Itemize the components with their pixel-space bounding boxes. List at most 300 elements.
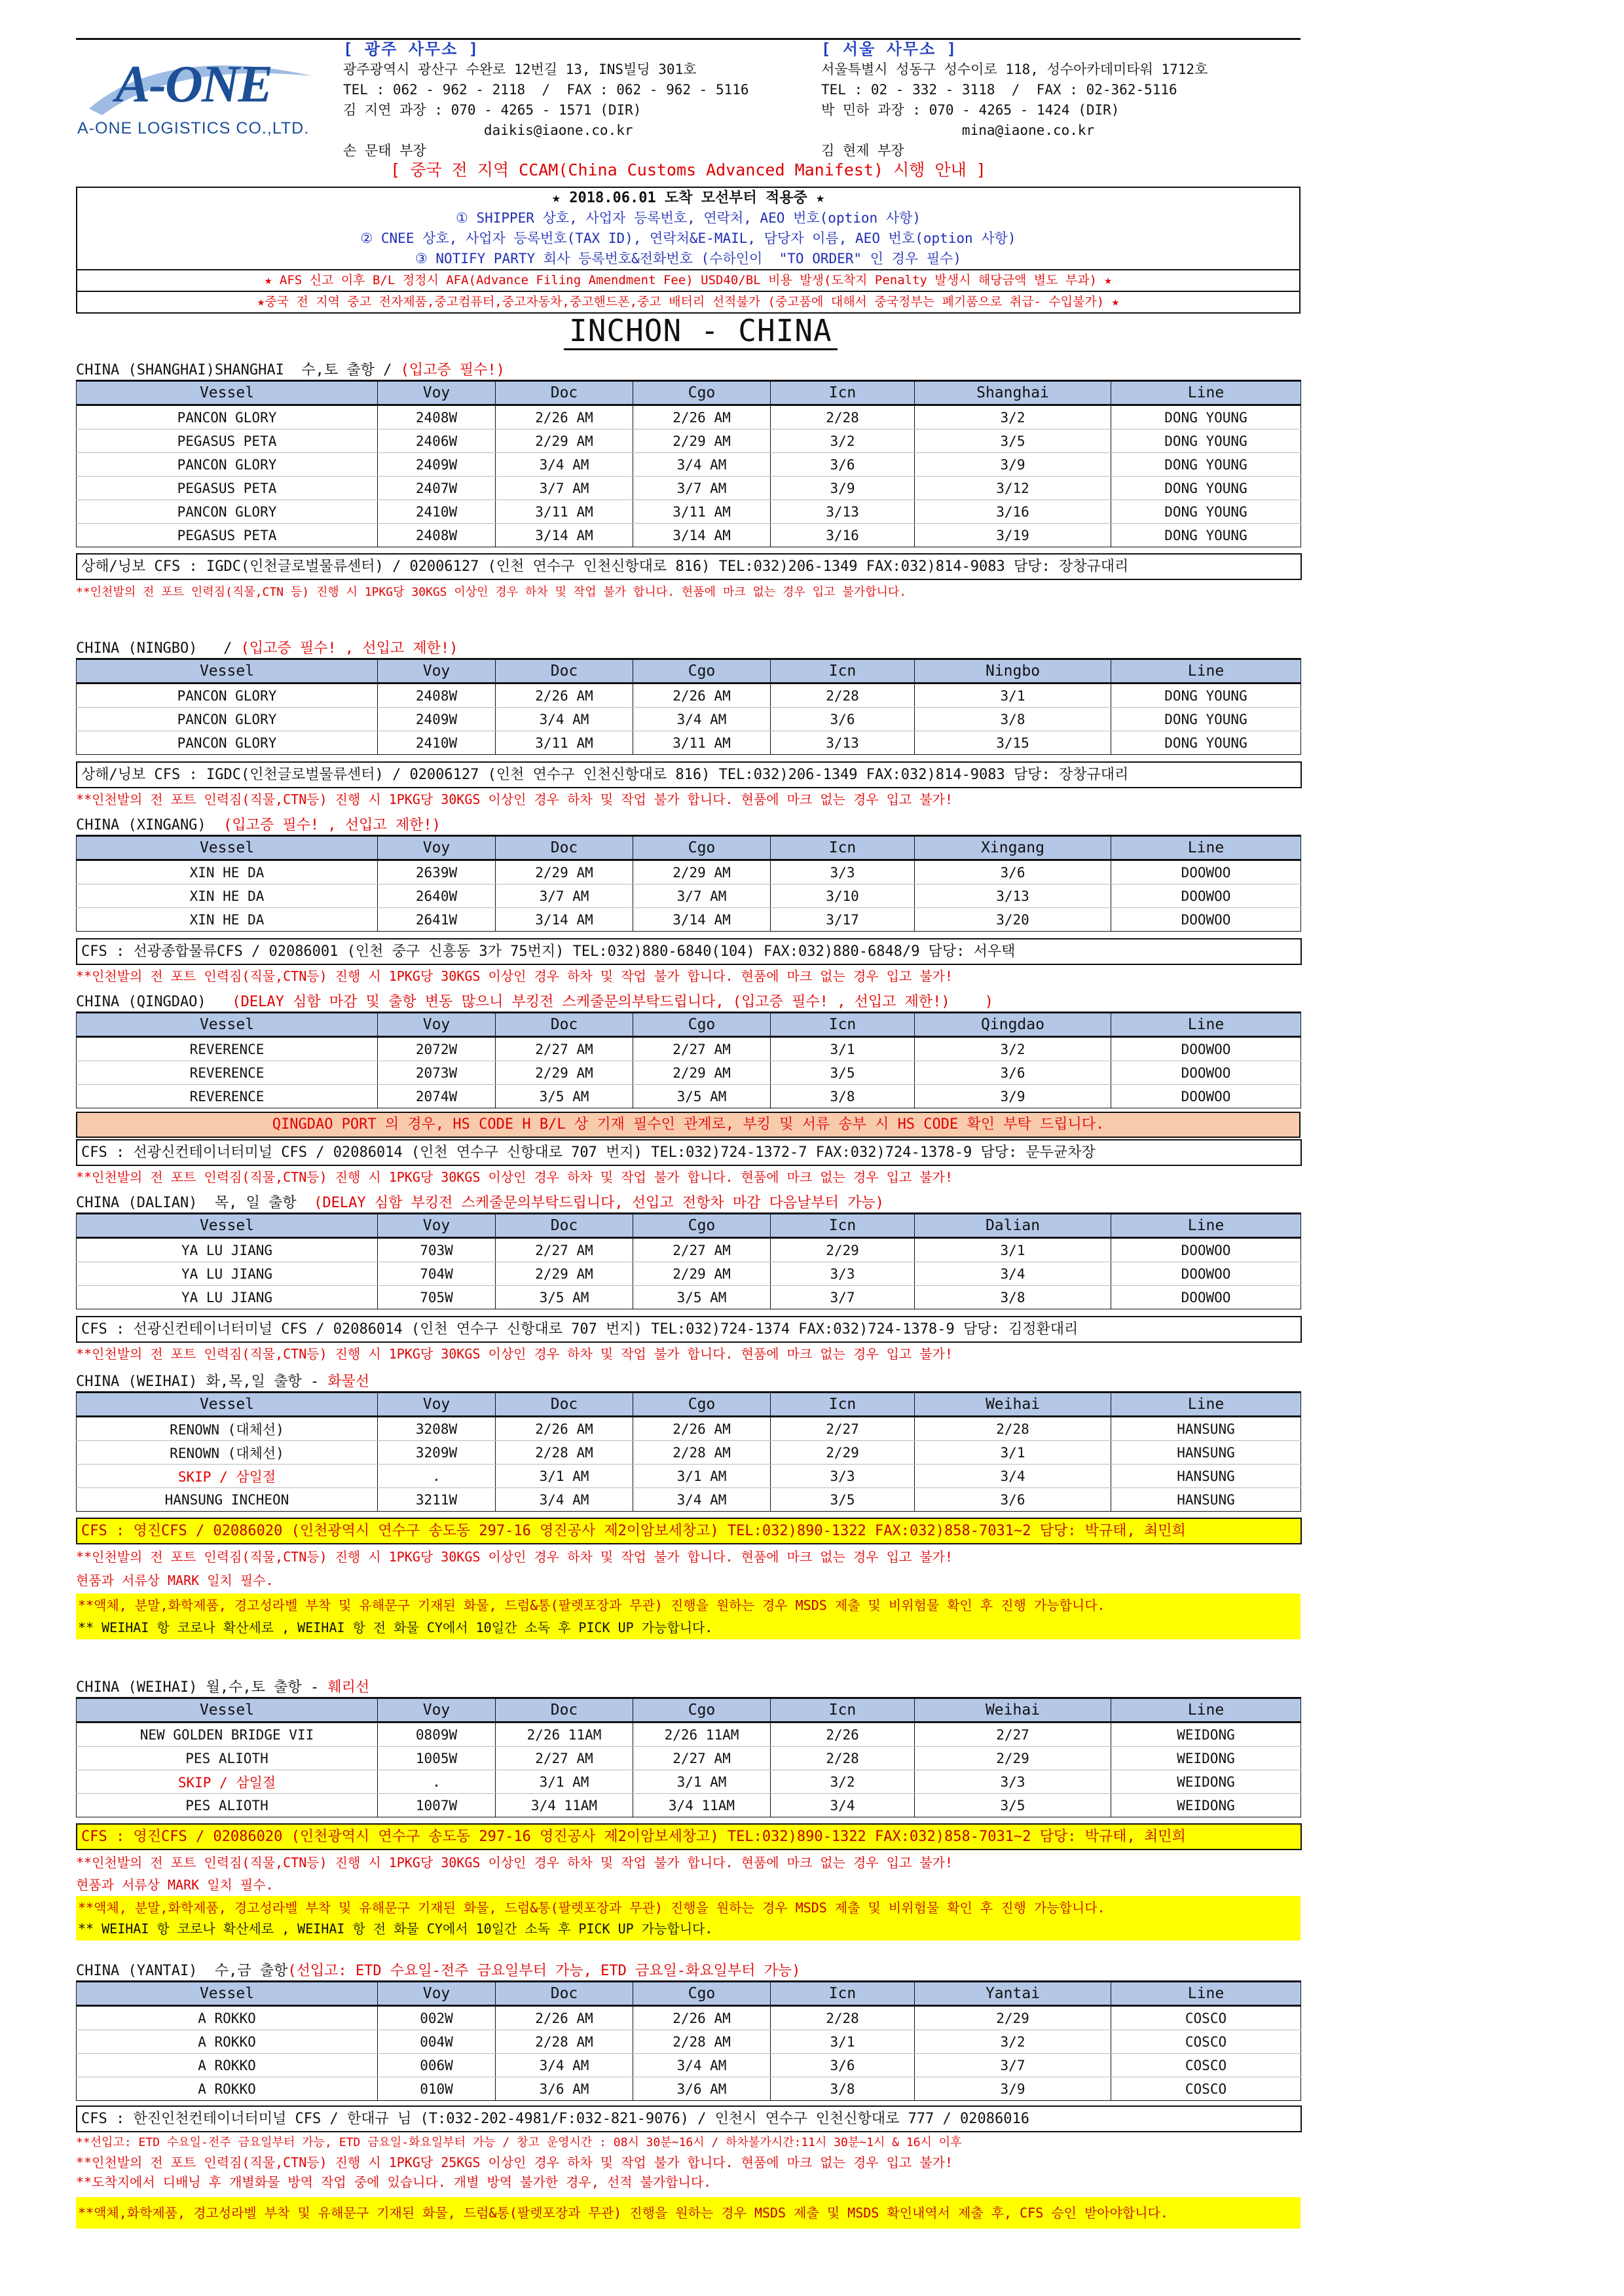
table-cell: 2/27 AM xyxy=(633,1037,771,1061)
cfs-info-yantai: CFS : 한진인천컨테이너터미널 CFS / 한대규 님 (T:032-202-4981/F:032-821-9076) / 인천시 연수구 인천신항대로 777 / 02086016 xyxy=(76,2105,1302,2132)
table-cell: 2/29 AM xyxy=(633,1262,771,1286)
column-header: Voy xyxy=(378,381,496,405)
cfs-info-weihai-ferry: CFS : 영진CFS / 02086020 (인천광역시 연수구 송도동 297-16 영진공사 제2이암보세창고) TEL:032)890-1322 FAX:032)858-7031~2 담당: 박규태, 최민희 xyxy=(76,1823,1302,1850)
table-cell: 3/1 xyxy=(915,683,1111,708)
column-header: Cgo xyxy=(633,381,771,405)
table-cell: 2/28 xyxy=(771,405,915,429)
section-title-weihai-ferry xyxy=(76,1676,369,1696)
cfs-info-qingdao: CFS : 선광신컨테이너터미널 CFS / 02086014 (인천 연수구 신항대로 707 번지) TEL:032)724-1372-7 FAX:032)724-1378-9 담당: 문두균차장 xyxy=(76,1139,1302,1166)
table-cell: SKIP / 삼일절 xyxy=(77,1465,378,1488)
table-cell: 3/5 AM xyxy=(496,1286,633,1309)
cfs-info-ningbo: 상해/닝보 CFS : IGDC(인천글로벌물류센터) / 02006127 (인천 연수구 인천신항대로 816) TEL:032)206-1349 FAX:032)814-9083 담당: 장창규대리 xyxy=(76,761,1302,788)
table-cell: 3211W xyxy=(378,1488,496,1512)
table-cell: 3/2 xyxy=(771,1770,915,1794)
column-header: Doc xyxy=(496,1393,633,1417)
table-cell: 3/4 AM xyxy=(496,1488,633,1512)
schedule-table-yantai xyxy=(76,1980,1301,2101)
table-cell: SKIP / 삼일절 xyxy=(77,1770,378,1794)
table-row xyxy=(77,2030,1301,2054)
section-title-text: CHINA (YANTAI) 수,금 출항 xyxy=(76,1963,288,1979)
column-header: Icn xyxy=(771,836,915,860)
table-row xyxy=(77,1794,1301,1817)
column-header: Ningbo xyxy=(915,659,1111,683)
column-header: Vessel xyxy=(77,836,378,860)
table-cell: DONG YOUNG xyxy=(1111,731,1301,755)
table-cell: 3/5 xyxy=(915,1794,1111,1817)
route-title: INCHON - CHINA xyxy=(564,313,838,350)
table-cell: DONG YOUNG xyxy=(1111,708,1301,731)
table-cell: 3/6 xyxy=(771,708,915,731)
table-cell: HANSUNG xyxy=(1111,1488,1301,1512)
column-header: Cgo xyxy=(633,1214,771,1238)
section-title-note: 훼리선 xyxy=(327,1679,370,1696)
column-header: Doc xyxy=(496,659,633,683)
table-cell: 3/11 AM xyxy=(633,731,771,755)
table-row xyxy=(77,1037,1301,1061)
table-cell: DOOWOO xyxy=(1111,1061,1301,1085)
table-cell: DOOWOO xyxy=(1111,1286,1301,1309)
note-shanghai: **인천발의 전 포트 인력짐(직물,CTN 등) 진행 시 1PKG당 30KGS 이상인 경우 하차 및 작업 불가 합니다. 현품에 마크 없는 경우 입고 불가합니다. xyxy=(76,585,907,599)
table-cell: 2/28 xyxy=(771,683,915,708)
table-cell: 3/17 xyxy=(771,908,915,932)
table-cell: PANCON GLORY xyxy=(77,453,378,477)
section-title-text: CHINA (QINGDAO) xyxy=(76,994,232,1010)
table-cell: 3/8 xyxy=(771,1085,915,1108)
section-title-yantai xyxy=(76,1959,800,1980)
table-cell: 3/14 AM xyxy=(633,908,771,932)
table-cell: 3/9 xyxy=(915,2077,1111,2101)
column-header: Xingang xyxy=(915,836,1111,860)
table-cell: RENOWN (대체선) xyxy=(77,1441,378,1465)
table-cell: 2/29 xyxy=(915,2006,1111,2030)
table-cell: 2/28 AM xyxy=(633,2030,771,2054)
table-cell: 2/26 AM xyxy=(633,683,771,708)
column-header: Icn xyxy=(771,1013,915,1037)
column-header: Voy xyxy=(378,1013,496,1037)
table-cell: 2409W xyxy=(378,708,496,731)
table-cell: COSCO xyxy=(1111,2077,1301,2101)
table-cell: 1005W xyxy=(378,1747,496,1770)
note-weihai-cargo-2: 현품과 서류상 MARK 일치 필수. xyxy=(76,1573,274,1588)
note-yantai-3: **도착지에서 디배닝 후 개별화물 방역 작업 중에 있습니다. 개별 방역 불가한 경우, 선적 불가합니다. xyxy=(76,2174,712,2190)
table-cell: DONG YOUNG xyxy=(1111,477,1301,500)
table-cell: XIN HE DA xyxy=(77,884,378,908)
table-cell: 3/6 xyxy=(771,453,915,477)
note-yantai-2: **인천발의 전 포트 인력짐(직물,CTN등) 진행 시 1PKG당 25KGS 이상인 경우 하차 및 작업 불가 합니다. 현품에 마크 없는 경우 입고 불가! xyxy=(76,2155,953,2170)
column-header: Shanghai xyxy=(915,381,1111,405)
table-cell: 3/11 AM xyxy=(496,731,633,755)
column-header: Voy xyxy=(378,659,496,683)
table-row xyxy=(77,405,1301,429)
table-cell: PEGASUS PETA xyxy=(77,477,378,500)
table-cell: 2408W xyxy=(378,524,496,547)
table-cell: YA LU JIANG xyxy=(77,1238,378,1262)
column-header: Voy xyxy=(378,1698,496,1722)
column-header: Line xyxy=(1111,1214,1301,1238)
gwangju-office xyxy=(343,39,749,161)
seoul-contact: 박 민하 과장 : 070 - 4265 - 1424 (DIR) xyxy=(821,102,1120,118)
note-qingdao: **인천발의 전 포트 인력짐(직물,CTN등) 진행 시 1PKG당 30KGS 이상인 경우 하차 및 작업 불가 합니다. 현품에 마크 없는 경우 입고 불가! xyxy=(76,1169,953,1185)
table-cell: 010W xyxy=(378,2077,496,2101)
table-cell: 2/27 AM xyxy=(496,1238,633,1262)
table-row xyxy=(77,1488,1301,1512)
table-cell: 3/11 AM xyxy=(496,500,633,524)
table-cell: 2/28 AM xyxy=(496,1441,633,1465)
table-cell: 3/1 xyxy=(771,2030,915,2054)
section-title-note: (입고증 필수! , 선입고 제한!) xyxy=(223,817,441,833)
column-header: Icn xyxy=(771,1393,915,1417)
table-row xyxy=(77,2077,1301,2101)
column-header: Doc xyxy=(496,381,633,405)
hazmat-text: **액체, 분말,화학제품, 경고성라벨 부착 및 유해문구 기재된 화물, 드럼&통(팔렛포장과 무관) 진행을 원하는 경우 MSDS 제출 및 비위험물 확인 후 진행 가능합니다. xyxy=(78,1597,1105,1613)
table-cell: 3/5 AM xyxy=(633,1085,771,1108)
table-cell: 3/4 AM xyxy=(633,2054,771,2077)
table-cell: DONG YOUNG xyxy=(1111,405,1301,429)
seoul-email[interactable]: mina@iaone.co.kr xyxy=(821,122,1095,138)
table-cell: 2074W xyxy=(378,1085,496,1108)
covid-notice: ** WEIHAI 항 코로나 확산세로 , WEIHAI 항 전 화물 CY에서 10일간 소독 후 PICK UP 가능합니다. xyxy=(78,1921,713,1937)
table-cell: DOOWOO xyxy=(1111,1037,1301,1061)
table-cell: 2/26 11AM xyxy=(633,1722,771,1747)
logo-text: A-ONE xyxy=(115,56,272,113)
table-cell: 3/10 xyxy=(771,884,915,908)
table-cell: HANSUNG xyxy=(1111,1465,1301,1488)
table-cell: 3/9 xyxy=(771,477,915,500)
seoul-manager: 김 현제 부장 xyxy=(821,143,904,158)
table-cell: WEIDONG xyxy=(1111,1747,1301,1770)
table-cell: 3/8 xyxy=(915,708,1111,731)
table-cell: DOOWOO xyxy=(1111,884,1301,908)
column-header: Voy xyxy=(378,1214,496,1238)
table-cell: 2/29 AM xyxy=(496,1262,633,1286)
table-row xyxy=(77,884,1301,908)
column-header: Line xyxy=(1111,381,1301,405)
table-cell: 3/1 xyxy=(915,1238,1111,1262)
hs-code-notice-qingdao: QINGDAO PORT 의 경우, HS CODE H B/L 상 기재 필수인 관계로, 부킹 및 서류 송부 시 HS CODE 확인 부탁 드립니다. xyxy=(76,1112,1301,1138)
table-cell: 2/29 AM xyxy=(496,429,633,453)
column-header: Vessel xyxy=(77,1214,378,1238)
table-cell: 2/27 xyxy=(915,1722,1111,1747)
table-cell: 3/11 AM xyxy=(633,500,771,524)
table-cell: 2/26 AM xyxy=(633,2006,771,2030)
table-cell: 2/28 xyxy=(771,1747,915,1770)
column-header: Weihai xyxy=(915,1698,1111,1722)
notice-line-3: ② CNEE 상호, 사업자 등록번호(TAX ID), 연락처&E-MAIL, 담당자 이름, AEO 번호(option 사항) xyxy=(360,230,1016,246)
table-cell: HANSUNG xyxy=(1111,1441,1301,1465)
table-cell: DONG YOUNG xyxy=(1111,683,1301,708)
table-cell: 2/26 AM xyxy=(633,405,771,429)
table-cell: WEIDONG xyxy=(1111,1722,1301,1747)
table-cell: 2/28 xyxy=(915,1417,1111,1441)
hazmat-notice-weihai-cargo xyxy=(76,1594,1301,1639)
table-cell: 3/9 xyxy=(915,453,1111,477)
table-cell: NEW GOLDEN BRIDGE VII xyxy=(77,1722,378,1747)
table-cell: 3/1 AM xyxy=(496,1465,633,1488)
table-cell: 3/6 xyxy=(771,2054,915,2077)
table-cell: 2/29 AM xyxy=(496,860,633,884)
table-cell: 2072W xyxy=(378,1037,496,1061)
hazmat-text: **액체, 분말,화학제품, 경고성라벨 부착 및 유해문구 기재된 화물, 드럼&통(팔렛포장과 무관) 진행을 원하는 경우 MSDS 제출 및 비위험물 확인 후 진행 가능합니다. xyxy=(78,1900,1105,1916)
table-cell: 3/7 AM xyxy=(633,477,771,500)
table-cell: XIN HE DA xyxy=(77,860,378,884)
table-cell: 3/7 xyxy=(771,1286,915,1309)
schedule-table-qingdao xyxy=(76,1011,1301,1108)
gwangju-email[interactable]: daikis@iaone.co.kr xyxy=(343,122,633,138)
table-cell: PANCON GLORY xyxy=(77,500,378,524)
table-cell: 3/14 AM xyxy=(496,524,633,547)
table-cell: 2/28 AM xyxy=(496,2030,633,2054)
section-title-shanghai xyxy=(76,359,505,379)
table-row xyxy=(77,1061,1301,1085)
section-title-note: (선입고: ETD 수요일-전주 금요일부터 가능, ETD 금요일-화요일부터 가능) xyxy=(287,1963,801,1979)
notice-box xyxy=(76,187,1301,314)
column-header: Icn xyxy=(771,1214,915,1238)
table-cell: DOOWOO xyxy=(1111,908,1301,932)
section-title-note: (입고증 필수! , 선입고 제한!) xyxy=(240,640,458,657)
table-header-row xyxy=(77,1214,1301,1238)
table-cell: YA LU JIANG xyxy=(77,1262,378,1286)
column-header: Vessel xyxy=(77,1013,378,1037)
table-cell: 3/1 xyxy=(771,1037,915,1061)
table-cell: 3/4 xyxy=(771,1794,915,1817)
table-cell: 3/4 AM xyxy=(633,708,771,731)
section-title-text: CHINA (WEIHAI) 월,수,토 출항 - xyxy=(76,1679,328,1696)
table-cell: 3/6 AM xyxy=(496,2077,633,2101)
column-header: Voy xyxy=(378,1393,496,1417)
table-cell: DONG YOUNG xyxy=(1111,500,1301,524)
table-cell: WEIDONG xyxy=(1111,1770,1301,1794)
table-cell: . xyxy=(378,1465,496,1488)
column-header: Cgo xyxy=(633,659,771,683)
table-cell: 2/29 AM xyxy=(633,429,771,453)
table-cell: 3/8 xyxy=(915,1286,1111,1309)
notice-line-6: ★중국 전 지역 중고 전자제품,중고컴퓨터,중고자동차,중고핸드폰,중고 배터리 선적불가 (중고품에 대해서 중국정부는 폐기품으로 취급- 수입불가) ★ xyxy=(77,291,1299,312)
table-cell: 3/2 xyxy=(915,1037,1111,1061)
table-cell: 2/26 xyxy=(771,1722,915,1747)
column-header: Icn xyxy=(771,1698,915,1722)
table-cell: 3/5 xyxy=(771,1061,915,1085)
table-cell: 3/16 xyxy=(771,524,915,547)
table-cell: 3208W xyxy=(378,1417,496,1441)
table-cell: REVERENCE xyxy=(77,1085,378,1108)
table-cell: 3209W xyxy=(378,1441,496,1465)
table-cell: 2/27 AM xyxy=(496,1747,633,1770)
table-cell: 3/1 xyxy=(915,1441,1111,1465)
column-header: Vessel xyxy=(77,1982,378,2006)
schedule-table-shanghai xyxy=(76,380,1301,547)
cfs-info-weihai-cargo: CFS : 영진CFS / 02086020 (인천광역시 연수구 송도동 297-16 영진공사 제2이암보세창고) TEL:032)890-1322 FAX:032)858-7031~2 담당: 박규태, 최민희 xyxy=(76,1518,1302,1544)
notice-line-1: ★ 2018.06.01 도착 모선부터 적용중 ★ xyxy=(551,190,825,206)
gwangju-tel-fax: TEL : 062 - 962 - 2118 / FAX : 062 - 962 - 5116 xyxy=(343,82,749,98)
table-row xyxy=(77,2054,1301,2077)
table-cell: 3/7 AM xyxy=(496,477,633,500)
schedule-table-xingang xyxy=(76,835,1301,932)
cfs-info-dalian: CFS : 선광신컨테이너터미널 CFS / 02086014 (인천 연수구 신항대로 707 번지) TEL:032)724-1374 FAX:032)724-1378-9 담당: 김정환대리 xyxy=(76,1316,1302,1343)
table-cell: 3/6 xyxy=(915,1488,1111,1512)
table-row xyxy=(77,2006,1301,2030)
table-cell: 3/6 xyxy=(915,860,1111,884)
section-title-text: CHINA (SHANGHAI)SHANGHAI 수,토 출항 / xyxy=(76,362,401,378)
table-cell: 703W xyxy=(378,1238,496,1262)
column-header: Cgo xyxy=(633,1013,771,1037)
table-cell: 3/13 xyxy=(771,500,915,524)
table-row xyxy=(77,1417,1301,1441)
table-cell: 3/3 xyxy=(915,1770,1111,1794)
table-cell: 3/1 AM xyxy=(633,1770,771,1794)
table-cell: 3/20 xyxy=(915,908,1111,932)
column-header: Line xyxy=(1111,1013,1301,1037)
table-row xyxy=(77,731,1301,755)
table-row xyxy=(77,708,1301,731)
table-cell: 3/7 AM xyxy=(496,884,633,908)
table-cell: 2/27 xyxy=(771,1417,915,1441)
table-cell: 3/14 AM xyxy=(633,524,771,547)
table-row xyxy=(77,1722,1301,1747)
seoul-office xyxy=(821,39,1208,161)
notice-line-4: ③ NOTIFY PARTY 회사 등록번호&전화번호 (수하인이 "TO ORDER" 인 경우 필수) xyxy=(415,251,962,266)
table-cell: WEIDONG xyxy=(1111,1794,1301,1817)
table-cell: 3/4 AM xyxy=(633,453,771,477)
column-header: Line xyxy=(1111,1393,1301,1417)
column-header: Icn xyxy=(771,381,915,405)
notice-line-5: ★ AFS 신고 이후 B/L 정정시 AFA(Advance Filing Amendment Fee) USD40/BL 비용 발생(도착지 Penalty 발생시 해당금액 별도 부과) ★ xyxy=(77,269,1299,291)
table-cell: 2/29 xyxy=(915,1747,1111,1770)
table-cell: 3/4 xyxy=(915,1262,1111,1286)
table-cell: 2/26 AM xyxy=(496,405,633,429)
section-title-note: (DELAY 심함 마감 및 출항 변동 많으니 부킹전 스케줄문의부탁드립니다, (입고증 필수! , 선입고 제한!) ) xyxy=(232,994,993,1010)
column-header: Cgo xyxy=(633,1393,771,1417)
table-cell: 3/4 xyxy=(915,1465,1111,1488)
table-cell: 3/6 xyxy=(915,1061,1111,1085)
column-header: Vessel xyxy=(77,1698,378,1722)
column-header: Qingdao xyxy=(915,1013,1111,1037)
table-row xyxy=(77,908,1301,932)
table-row xyxy=(77,1747,1301,1770)
section-title-weihai-cargo xyxy=(76,1370,369,1391)
column-header: Doc xyxy=(496,1982,633,2006)
column-header: Vessel xyxy=(77,1393,378,1417)
table-header-row xyxy=(77,1698,1301,1722)
table-cell: 2/29 AM xyxy=(633,860,771,884)
section-title-note: (DELAY 심함 부킹전 스케줄문의부탁드립니다, 선입고 전항차 마감 다음날부터 가능) xyxy=(314,1195,884,1211)
table-header-row xyxy=(77,1982,1301,2006)
table-cell: 3/13 xyxy=(771,731,915,755)
table-cell: DOOWOO xyxy=(1111,1085,1301,1108)
table-cell: HANSUNG INCHEON xyxy=(77,1488,378,1512)
table-row xyxy=(77,1262,1301,1286)
column-header: Cgo xyxy=(633,836,771,860)
table-cell: 2/26 AM xyxy=(633,1417,771,1441)
table-header-row xyxy=(77,659,1301,683)
schedule-table-weihai-ferry xyxy=(76,1697,1301,1817)
table-header-row xyxy=(77,836,1301,860)
table-cell: 2/28 xyxy=(771,2006,915,2030)
section-title-qingdao xyxy=(76,991,993,1011)
table-header-row xyxy=(77,1013,1301,1037)
table-cell: 3/5 xyxy=(771,1488,915,1512)
column-header: Cgo xyxy=(633,1698,771,1722)
table-cell: 3/2 xyxy=(915,405,1111,429)
table-cell: PANCON GLORY xyxy=(77,683,378,708)
table-cell: COSCO xyxy=(1111,2030,1301,2054)
table-cell: 3/5 AM xyxy=(496,1085,633,1108)
table-row xyxy=(77,1286,1301,1309)
table-row xyxy=(77,429,1301,453)
table-header-row xyxy=(77,1393,1301,1417)
column-header: Line xyxy=(1111,1698,1301,1722)
table-cell: A ROKKO xyxy=(77,2006,378,2030)
table-cell: 3/4 AM xyxy=(496,453,633,477)
column-header: Doc xyxy=(496,1698,633,1722)
table-row xyxy=(77,1770,1301,1794)
covid-notice: ** WEIHAI 항 코로나 확산세로 , WEIHAI 항 전 화물 CY에서 10일간 소독 후 PICK UP 가능합니다. xyxy=(78,1620,713,1635)
table-cell: 2073W xyxy=(378,1061,496,1085)
table-cell: 3/4 AM xyxy=(496,708,633,731)
table-cell: 3/3 xyxy=(771,1262,915,1286)
table-cell: 3/6 AM xyxy=(633,2077,771,2101)
table-cell: 3/4 AM xyxy=(633,1488,771,1512)
column-header: Vessel xyxy=(77,659,378,683)
gwangju-contact: 김 지연 과장 : 070 - 4265 - 1571 (DIR) xyxy=(343,102,642,118)
table-cell: 2407W xyxy=(378,477,496,500)
table-cell: 2/27 AM xyxy=(496,1037,633,1061)
table-cell: 1007W xyxy=(378,1794,496,1817)
table-cell: COSCO xyxy=(1111,2006,1301,2030)
table-cell: A ROKKO xyxy=(77,2077,378,2101)
table-row xyxy=(77,1441,1301,1465)
section-title-text: CHINA (WEIHAI) 화,목,일 출항 - xyxy=(76,1374,328,1390)
column-header: Yantai xyxy=(915,1982,1111,2006)
table-row xyxy=(77,1238,1301,1262)
table-cell: DONG YOUNG xyxy=(1111,453,1301,477)
table-cell: 2406W xyxy=(378,429,496,453)
table-cell: PEGASUS PETA xyxy=(77,429,378,453)
company-logo xyxy=(76,52,325,151)
table-cell: 704W xyxy=(378,1262,496,1286)
table-cell: DOOWOO xyxy=(1111,1238,1301,1262)
table-cell: 3/1 AM xyxy=(633,1465,771,1488)
table-row xyxy=(77,477,1301,500)
table-cell: 3/16 xyxy=(915,500,1111,524)
table-row xyxy=(77,860,1301,884)
table-cell: 3/4 AM xyxy=(496,2054,633,2077)
table-cell: 2408W xyxy=(378,405,496,429)
section-title-text: CHINA (DALIAN) 목, 일 출항 xyxy=(76,1195,314,1211)
table-cell: 2409W xyxy=(378,453,496,477)
table-cell: PES ALIOTH xyxy=(77,1794,378,1817)
table-cell: 2/26 AM xyxy=(496,1417,633,1441)
table-row xyxy=(77,453,1301,477)
column-header: Weihai xyxy=(915,1393,1111,1417)
table-row xyxy=(77,1465,1301,1488)
table-cell: DONG YOUNG xyxy=(1111,429,1301,453)
note-weihai-ferry-1: **인천발의 전 포트 인력짐(직물,CTN등) 진행 시 1PKG당 30KGS 이상인 경우 하차 및 작업 불가 합니다. 현품에 마크 없는 경우 입고 불가! xyxy=(76,1855,953,1870)
table-cell: 2410W xyxy=(378,500,496,524)
note-weihai-ferry-2: 현품과 서류상 MARK 일치 필수. xyxy=(76,1877,274,1893)
table-cell: 3/7 xyxy=(915,2054,1111,2077)
table-cell: 002W xyxy=(378,2006,496,2030)
seoul-address: 서울특별시 성동구 성수이로 118, 성수아카데미타워 1712호 xyxy=(821,62,1208,77)
table-cell: 2/26 11AM xyxy=(496,1722,633,1747)
table-cell: 2641W xyxy=(378,908,496,932)
table-cell: 3/3 xyxy=(771,860,915,884)
table-cell: 3/15 xyxy=(915,731,1111,755)
column-header: Doc xyxy=(496,1214,633,1238)
section-title-xingang xyxy=(76,814,441,834)
section-title-note: (입고증 필수!) xyxy=(400,362,505,378)
column-header: Dalian xyxy=(915,1214,1111,1238)
table-cell: 3/5 AM xyxy=(633,1286,771,1309)
